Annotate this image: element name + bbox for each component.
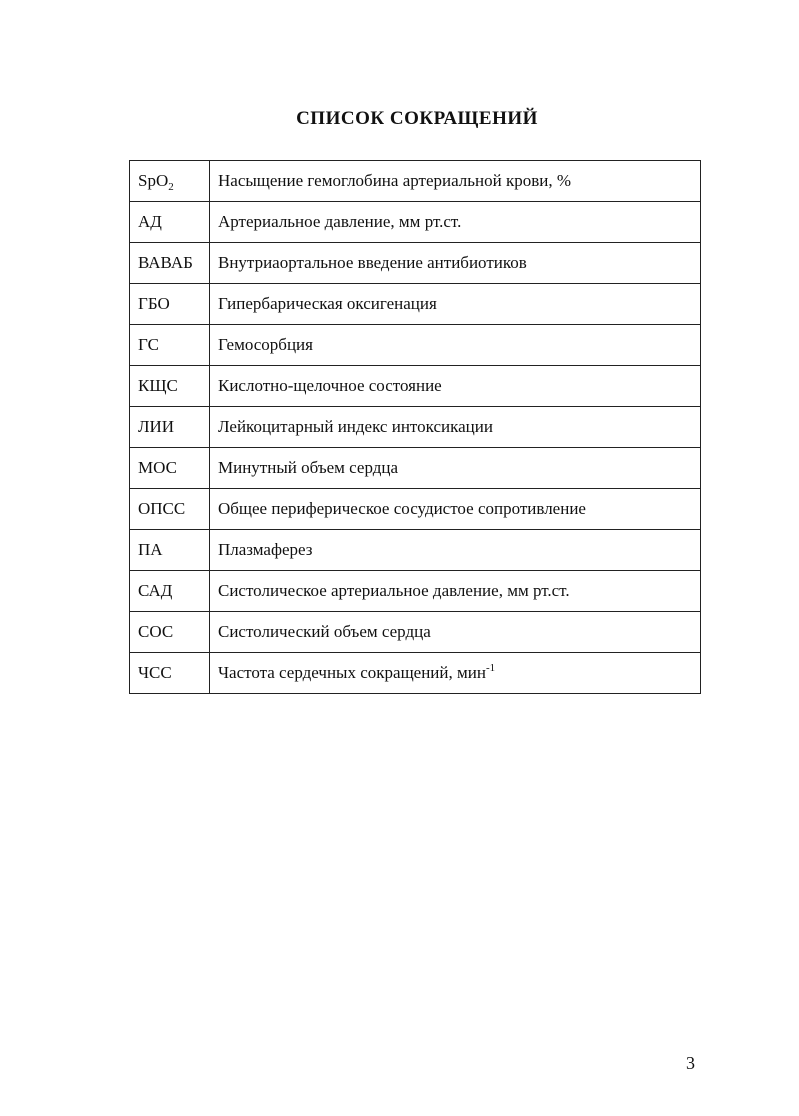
definition-cell <box>210 653 701 694</box>
definition-cell: Лейкоцитарный индекс интоксикации <box>210 407 701 448</box>
abbreviation-cell: ЛИИ <box>130 407 210 448</box>
page-title: СПИСОК СОКРАЩЕНИЙ <box>296 108 538 129</box>
abbreviation-cell: МОС <box>130 448 210 489</box>
definition-cell: Насыщение гемоглобина артериальной крови, % <box>210 161 701 202</box>
table-row <box>130 653 701 694</box>
definition-cell: Внутриаортальное введение антибиотиков <box>210 243 701 284</box>
table-row <box>130 448 701 489</box>
definition-cell: Общее периферическое сосудистое сопротивление <box>210 489 701 530</box>
definition-cell: Систолический объем сердца <box>210 612 701 653</box>
abbreviation-cell: САД <box>130 571 210 612</box>
abbreviation-cell: АД <box>130 202 210 243</box>
definition-cell: Гемосорбция <box>210 325 701 366</box>
abbreviation-cell: ГС <box>130 325 210 366</box>
page-number: 3 <box>686 1053 695 1073</box>
table-row <box>130 284 701 325</box>
abbreviation-cell: ЧСС <box>130 653 210 694</box>
definition-cell: Кислотно-щелочное состояние <box>210 366 701 407</box>
definition-cell: Минутный объем сердца <box>210 448 701 489</box>
abbreviations-table <box>129 160 701 694</box>
table-row <box>130 202 701 243</box>
table-row <box>130 530 701 571</box>
table-row <box>130 161 701 202</box>
definition-cell: Гипербарическая оксигенация <box>210 284 701 325</box>
table-row <box>130 407 701 448</box>
abbreviation-cell: ОПСС <box>130 489 210 530</box>
abbreviation-cell: ВАВАБ <box>130 243 210 284</box>
abbreviation-cell: СОС <box>130 612 210 653</box>
table-row <box>130 612 701 653</box>
definition-cell: Артериальное давление, мм рт.ст. <box>210 202 701 243</box>
table-row <box>130 243 701 284</box>
abbreviation-cell: КЩС <box>130 366 210 407</box>
table-row <box>130 325 701 366</box>
definition-text: Частота сердечных сокращений, мин <box>218 663 486 682</box>
table-row <box>130 366 701 407</box>
table-row <box>130 571 701 612</box>
abbreviation: SpO <box>138 171 169 190</box>
abbreviation-cell <box>130 161 210 202</box>
abbreviation-cell: ПА <box>130 530 210 571</box>
definition-cell: Плазмаферез <box>210 530 701 571</box>
definition-cell: Систолическое артериальное давление, мм рт.ст. <box>210 571 701 612</box>
definition-superscript: -1 <box>485 662 496 674</box>
abbreviation-cell: ГБО <box>130 284 210 325</box>
abbreviation-subscript: 2 <box>168 181 174 193</box>
table-row <box>130 489 701 530</box>
